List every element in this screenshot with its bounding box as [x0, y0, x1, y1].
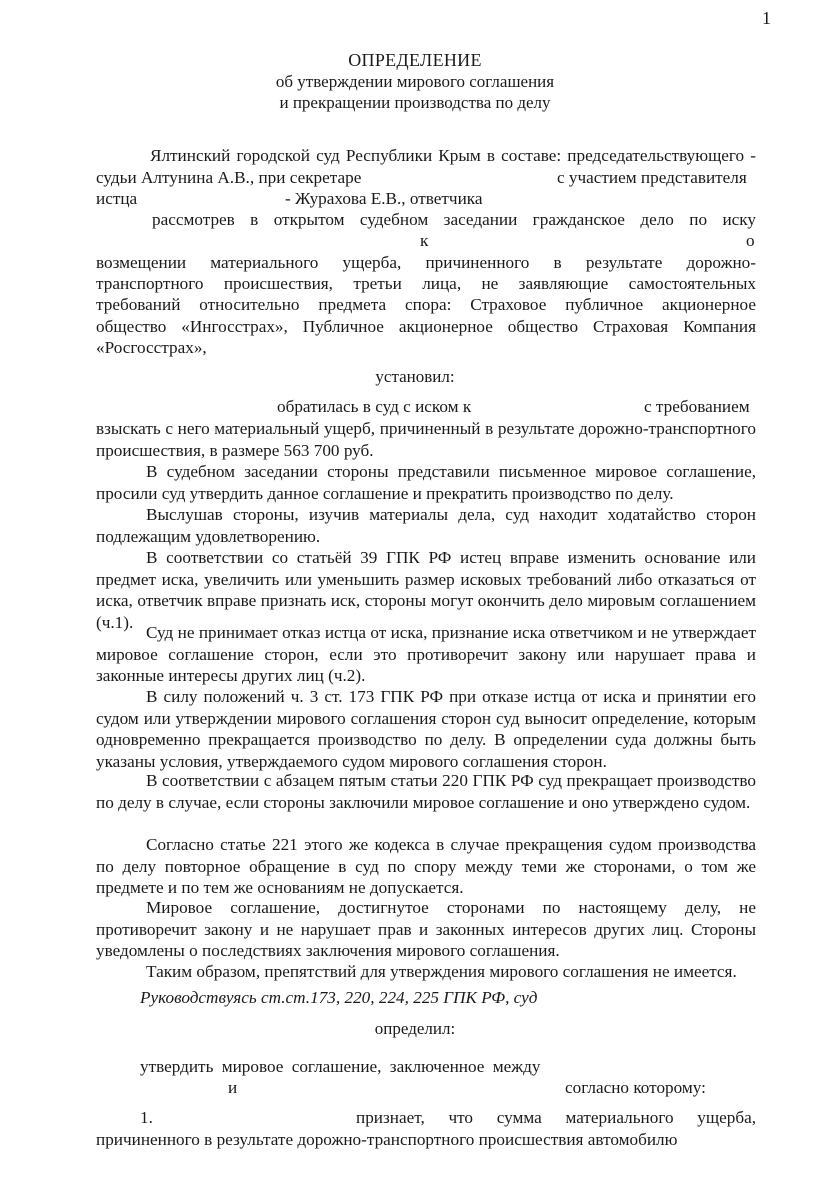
- intro-line-3b: - Журахова Е.В., ответчика: [285, 189, 483, 208]
- decided-heading: определил:: [374, 1019, 456, 1038]
- established-heading: установил:: [375, 367, 455, 386]
- paragraph-5: В силу положений ч. 3 ст. 173 ГПК РФ при отказе истца от иска и принятии его судом или утверждении мирового соглашения сторон суд выносит определение, которым одновременно прекращается производство по делу. В определении суда должны быть указаны условия, утверждаемого судом мирового соглашения сторон.: [96, 687, 756, 771]
- intro-line-2b: с участием представителя: [557, 168, 747, 187]
- established-text: взыскать с него материальный ущерб, причиненный в результате дорожно-транспортного происшествия, в размере 563 700 руб.: [96, 419, 756, 460]
- decision-item-number: 1.: [140, 1108, 153, 1127]
- intro-line-10: «Росгосстрах»,: [96, 338, 207, 357]
- intro-line-9: общество «Ингосстрах», Публичное акционерное общество Страховая Компания: [96, 317, 756, 336]
- decision-item-line-2: причиненного в результате дорожно-транспортного происшествия автомобилю: [96, 1130, 678, 1149]
- paragraph-3: В соответствии со статьёй 39 ГПК РФ истец вправе изменить основание или предмет иска, увеличить или уменьшить размер исковых требований либо отказаться от иска, ответчик вправе признать иск, стороны могут окончить дело мировым соглашением (ч.1).: [96, 548, 756, 632]
- intro-line-1: Ялтинский городской суд Республики Крым в составе: председательствующего -: [150, 146, 756, 165]
- intro-line-5a: к: [420, 231, 429, 250]
- document-subtitle-2: и прекращении производства по делу: [279, 93, 551, 112]
- paragraph-2: Выслушав стороны, изучив материалы дела, суд находит ходатайство сторон подлежащим удовлетворению.: [96, 505, 756, 546]
- document-title: ОПРЕДЕЛЕНИЕ: [348, 50, 482, 70]
- intro-line-2a: судьи Алтунина А.В., при секретаре: [96, 168, 362, 187]
- paragraph-1: В судебном заседании стороны представили письменное мировое соглашение, просили суд утвердить данное соглашение и прекратить производство по делу.: [96, 462, 756, 503]
- intro-line-7: транспортного происшествия, третьи лица, не заявляющие самостоятельных: [96, 274, 756, 293]
- decision-line-1: утвердить мировое соглашение, заключенное между: [140, 1057, 541, 1076]
- decision-line-2b: согласно которому:: [565, 1078, 706, 1097]
- document-subtitle-1: об утверждении мирового соглашения: [275, 72, 555, 91]
- paragraph-6: В соответствии с абзацем пятым статьи 220 ГПК РФ суд прекращает производство по делу в случае, если стороны заключили мировое соглашение и оно утверждено судом.: [96, 771, 756, 812]
- established-line-1b: с требованием: [644, 397, 750, 416]
- intro-line-8: требований относительно предмета спора: Страховое публичное акционерное: [96, 295, 756, 314]
- paragraph-8: Мировое соглашение, достигнутое сторонами по настоящему делу, не противоречит закону и не нарушает прав и законных интересов других лиц. Стороны уведомлены о последствиях заключения мирового соглашения.: [96, 898, 756, 960]
- intro-line-6: возмещении материального ущерба, причиненного в результате дорожно-: [96, 253, 756, 272]
- intro-line-3a: истца: [96, 189, 138, 208]
- decision-line-2a: и: [228, 1078, 238, 1097]
- established-line-1a: обратилась в суд с иском к: [277, 397, 472, 416]
- intro-line-4: рассмотрев в открытом судебном заседании гражданское дело по иску: [152, 210, 756, 229]
- intro-line-5b: о: [746, 231, 755, 250]
- page-number: 1: [762, 8, 771, 28]
- guided-by: Руководствуясь ст.ст.173, 220, 224, 225 ГПК РФ, суд: [140, 988, 538, 1007]
- decision-item-line-1: признает, что сумма материального ущерба,: [356, 1108, 756, 1127]
- paragraph-4: Суд не принимает отказ истца от иска, признание иска ответчиком и не утверждает мировое соглашение сторон, если это противоречит закону или нарушает права и законные интересы других лиц (ч.2).: [96, 623, 756, 685]
- paragraph-9: Таким образом, препятствий для утверждения мирового соглашения не имеется.: [146, 962, 737, 981]
- paragraph-7: Согласно статье 221 этого же кодекса в случае прекращения судом производства по делу повторное обращение в суд по спору между теми же сторонами, о том же предмете и по тем же основаниям не допускается.: [96, 835, 756, 897]
